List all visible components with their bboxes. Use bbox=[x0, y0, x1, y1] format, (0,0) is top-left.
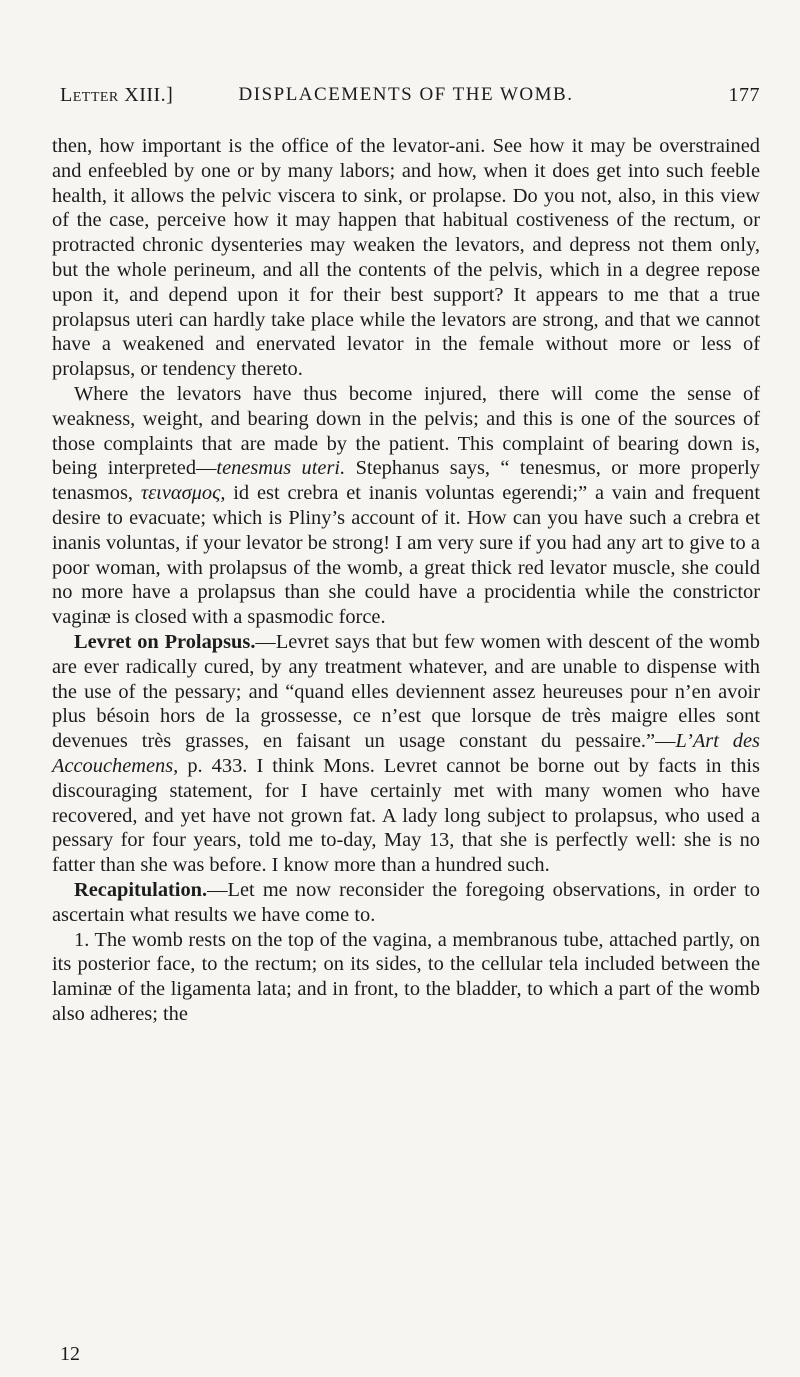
running-header bbox=[52, 84, 760, 124]
text-run: —Let me now reconsider the foregoing observations, in order to ascertain what results we have come to. bbox=[52, 878, 760, 926]
citation-title: L’Art des Accouchemens, bbox=[52, 730, 760, 777]
italic-term: tenesmus uteri. bbox=[216, 457, 346, 480]
paragraph bbox=[52, 878, 760, 928]
text-run: —Levret says that but few women with descent of the womb are ever radically cured, by any treatment whatever, and are unable to dispense with the use of the pessary; and “quand elles deviennent assez heureuses pour n’en avoir plus bésoin hors de la grossesse, ce n’est que lorsque de très maigre elles sont devenues très grasses, en faisant un usage constant du pessaire.”— bbox=[52, 630, 760, 753]
paragraph: then, how important is the office of the levator-ani. See how it may be overstrained and enfeebled by one or by many labors; and how, when it does get into such feeble health, it allows the pelvic viscera to sink, or prolapse. Do you not, also, in this view of the case, perceive how it may happen that habitual costiveness of the rectum, or protracted chronic dysenteries may weaken the levators, and depress not them only, but the whole perineum, and all the contents of the pelvis, which in a degree repose upon it, and depend upon it for their best support? It appears to me that a true prolapsus uteri can hardly take place while the levators are strong, and that we cannot have a weakened and enervated levator in the female without more or less of prolapsus, or tendency thereto. bbox=[52, 135, 760, 381]
section-heading: Recapitulation. bbox=[74, 878, 208, 901]
text-run: Stephanus says, “ tenesmus, or more properly tenasmos, bbox=[52, 457, 760, 505]
greek-term: τεινασμος, bbox=[140, 482, 226, 505]
paragraph bbox=[52, 382, 760, 630]
text-run: p. 433. I think Mons. Levret cannot be borne out by facts in this discouraging statement, for I have certainly met with many women who have recovered, and yet have not grown fat. A lady long subject to prolapsus, who used a pessary for four years, told me to-day, May 13, that she is perfectly well: she is no fatter than she was before. I know more than a hundred such. bbox=[52, 754, 760, 877]
chapter-reference: Letter XIII.] bbox=[60, 84, 174, 106]
paragraph: 1. The womb rests on the top of the vagina, a membranous tube, attached partly, on its posterior face, to the rectum; on its sides, to the cellular tela included between the laminæ of the ligamenta lata; and in front, to the bladder, to which a part of the womb also adheres; the bbox=[52, 928, 760, 1025]
section-heading: Levret on Prolapsus. bbox=[74, 630, 256, 653]
text-run: id est crebra et inanis voluntas egerendi;” a vain and frequent desire to evacuate; which is Pliny’s account of it. How can you have such a crebra et inanis voluntas, if your levator be strong! I am very sure if you had any art to give to a poor woman, with prolapsus of the womb, a great thick red levator muscle, she could no more have a prolapsus than she could have a procidentia while the constrictor vaginæ is closed with a spasmodic force. bbox=[52, 482, 760, 629]
page-number: 177 bbox=[728, 84, 760, 106]
running-title: DISPLACEMENTS OF THE WOMB. bbox=[238, 84, 574, 105]
text-run: Where the levators have thus become injured, there will come the sense of weakness, weight, and bearing down in the pelvis; and this is one of the sources of those complaints that are made by the patient. This complaint of bearing down is, being interpreted— bbox=[52, 382, 760, 480]
paragraph bbox=[52, 630, 760, 878]
body-text bbox=[52, 134, 760, 1027]
signature-mark: 12 bbox=[60, 1343, 80, 1365]
